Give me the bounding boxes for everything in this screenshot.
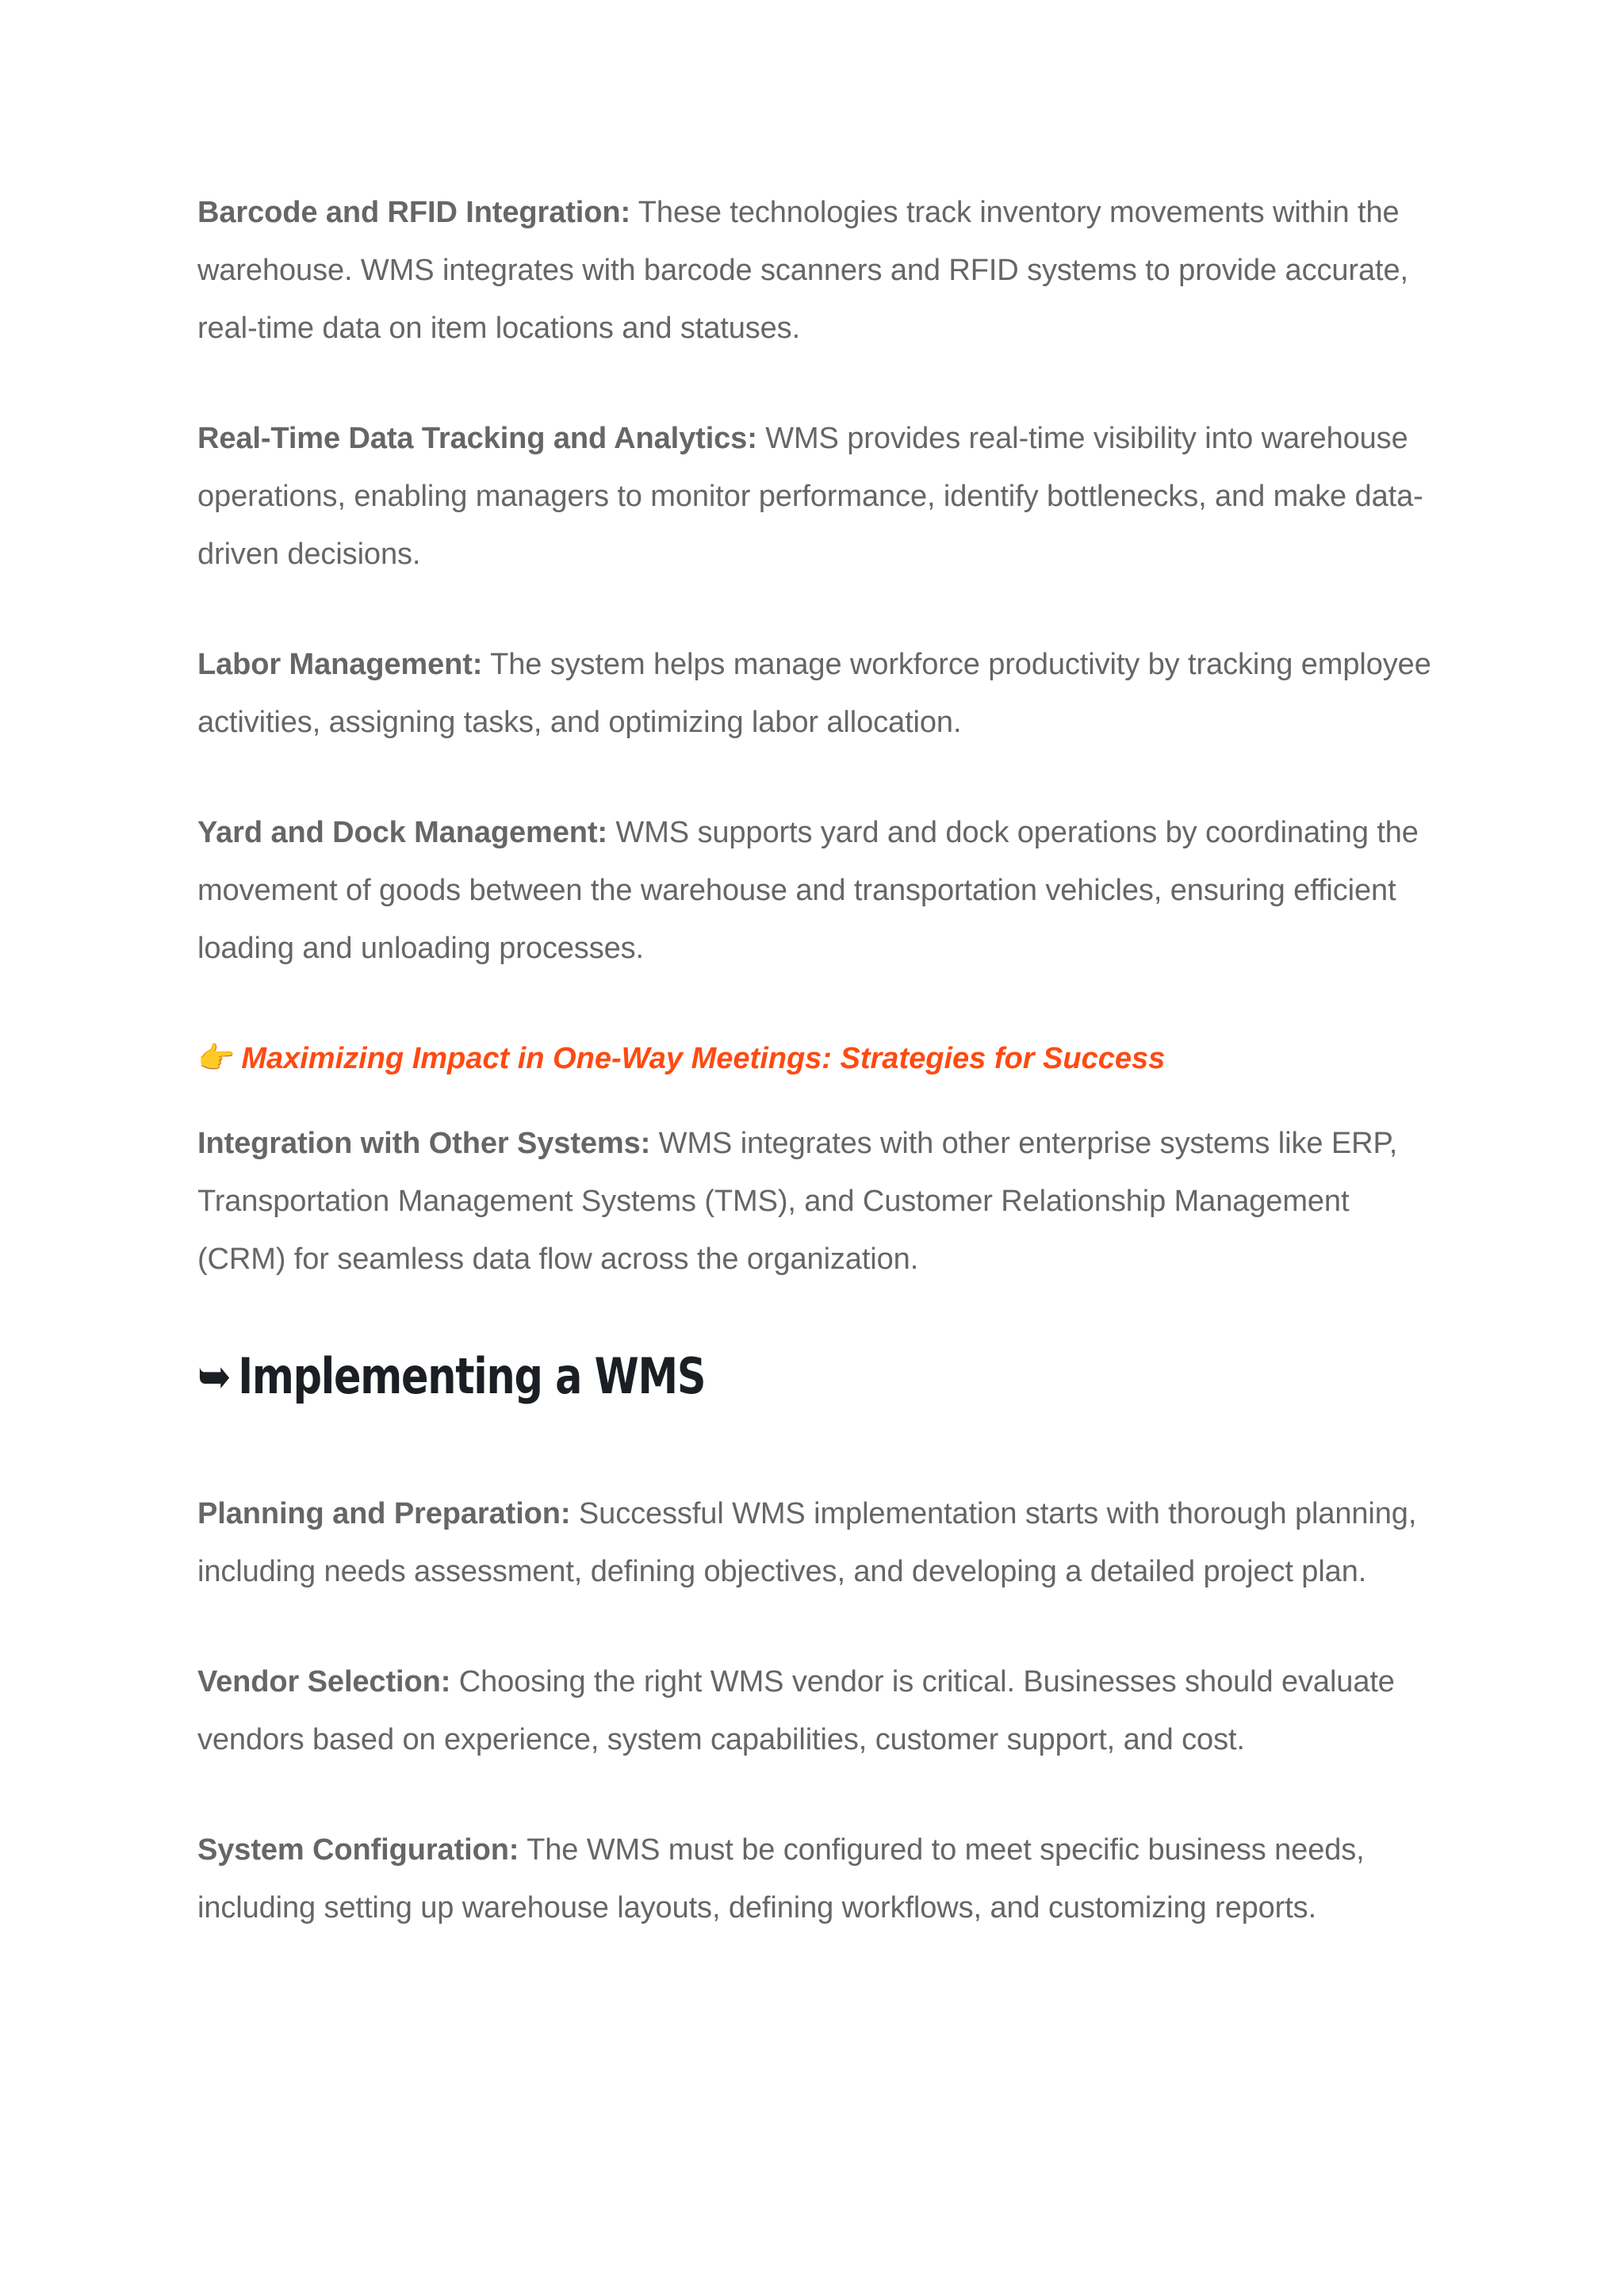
feature-yard-dock — [197, 804, 1442, 978]
feature-real-time-tracking — [197, 410, 1442, 584]
feature-labor-management — [197, 636, 1442, 752]
feature-integration — [197, 1115, 1442, 1289]
step-term: System Configuration: — [197, 1833, 519, 1867]
step-planning — [197, 1485, 1442, 1601]
step-vendor-selection — [197, 1653, 1442, 1769]
feature-description: The system helps manage workforce productivity by tracking employee activities, assigning tasks, and optimizing labor allocation. — [197, 648, 1431, 739]
feature-description: WMS supports yard and dock operations by coordinating the movement of goods between the warehouse and transportation vehicles, ensuring efficient loading and unloading processes. — [197, 816, 1419, 965]
step-system-configuration — [197, 1821, 1442, 1937]
feature-term: Labor Management: — [197, 648, 483, 681]
feature-barcode-rfid — [197, 184, 1442, 358]
article-body — [197, 184, 1442, 1990]
curved-arrow-icon: ➥ — [197, 1347, 231, 1405]
feature-term: Yard and Dock Management: — [197, 816, 607, 849]
related-article-callout — [197, 1030, 1442, 1088]
section-heading-text: Implementing a WMS — [238, 1347, 706, 1405]
step-description: Successful WMS implementation starts with thorough planning, including needs assessment, defining objectives, and developing a detailed project plan. — [197, 1497, 1417, 1588]
feature-description: WMS provides real-time visibility into warehouse operations, enabling managers to monitor performance, identify bottlenecks, and make data-driven decisions. — [197, 422, 1423, 571]
feature-term: Integration with Other Systems: — [197, 1127, 651, 1160]
step-term: Planning and Preparation: — [197, 1497, 571, 1530]
step-description: Choosing the right WMS vendor is critical. Businesses should evaluate vendors based on experience, system capabilities, customer support, and cost. — [197, 1665, 1395, 1756]
related-article-link[interactable]: Maximizing Impact in One-Way Meetings: Strategies for Success — [241, 1042, 1166, 1075]
feature-description: WMS integrates with other enterprise systems like ERP, Transportation Management Systems (TMS), and Customer Relationship Management (CRM) for seamless data flow across the organization. — [197, 1127, 1398, 1276]
feature-description: These technologies track inventory movements within the warehouse. WMS integrates with barcode scanners and RFID systems to provide accurate, real-time data on item locations and statuses. — [197, 196, 1408, 345]
pointing-hand-icon: 👉 — [197, 1042, 236, 1075]
section-heading-implementing — [197, 1341, 1218, 1412]
step-term: Vendor Selection: — [197, 1665, 451, 1698]
step-description: The WMS must be configured to meet specific business needs, including setting up warehouse layouts, defining workflows, and customizing reports. — [197, 1833, 1365, 1924]
feature-term: Real-Time Data Tracking and Analytics: — [197, 422, 757, 455]
feature-term: Barcode and RFID Integration: — [197, 196, 631, 229]
